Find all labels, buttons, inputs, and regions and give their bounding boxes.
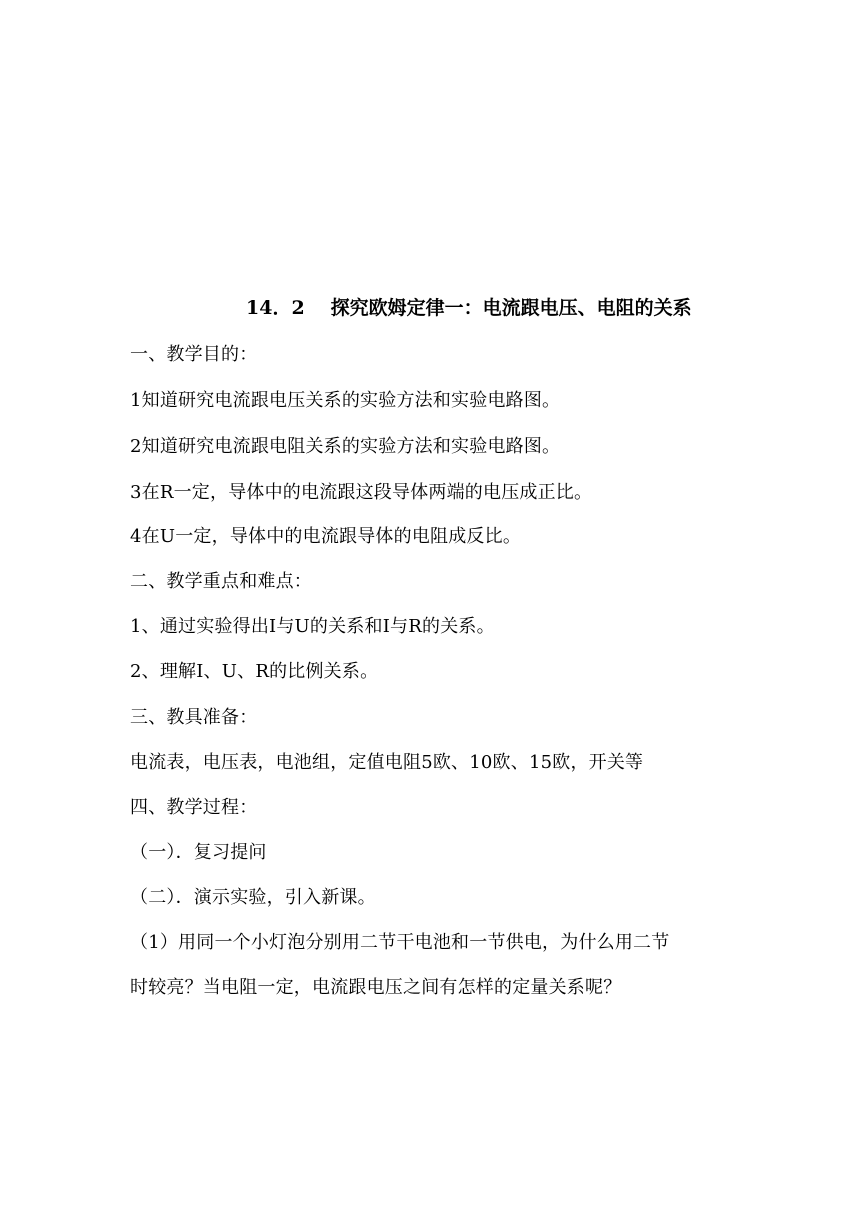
objective-item-2: 2知道研究电流跟电阻关系的实验方法和实验电路图。 [130,436,561,457]
heading-teaching-objectives: 一、教学目的： [130,344,258,365]
section-number: 14．2 [246,297,305,319]
document-title [246,293,806,320]
objective-item-4: 4在U一定，导体中的电流跟导体的电阻成反比。 [130,526,522,547]
key-point-item-1: 1、通过实验得出I与U的关系和I与R的关系。 [130,616,495,637]
demo-question-line-1: （1）用同一个小灯泡分别用二节干电池和一节供电，为什么用二节 [130,932,670,953]
process-step-demo: （二）．演示实验，引入新课。 [130,887,376,908]
objective-item-1: 1知道研究电流跟电压关系的实验方法和实验电路图。 [130,390,561,411]
heading-key-points: 二、教学重点和难点： [130,571,312,592]
heading-teaching-process: 四、教学过程： [130,797,258,818]
section-title: 探究欧姆定律一：电流跟电压、电阻的关系 [330,297,692,319]
objective-item-3: 3在R一定，导体中的电流跟这段导体两端的电压成正比。 [130,482,593,503]
heading-equipment: 三、教具准备： [130,707,258,728]
demo-question-line-2: 时较亮？当电阻一定，电流跟电压之间有怎样的定量关系呢？ [130,977,622,998]
equipment-list: 电流表，电压表，电池组，定值电阻5欧、10欧、15欧，开关等 [130,752,644,773]
process-step-review: （一）．复习提问 [130,842,267,863]
key-point-item-2: 2、理解I、U、R的比例关系。 [130,661,379,682]
